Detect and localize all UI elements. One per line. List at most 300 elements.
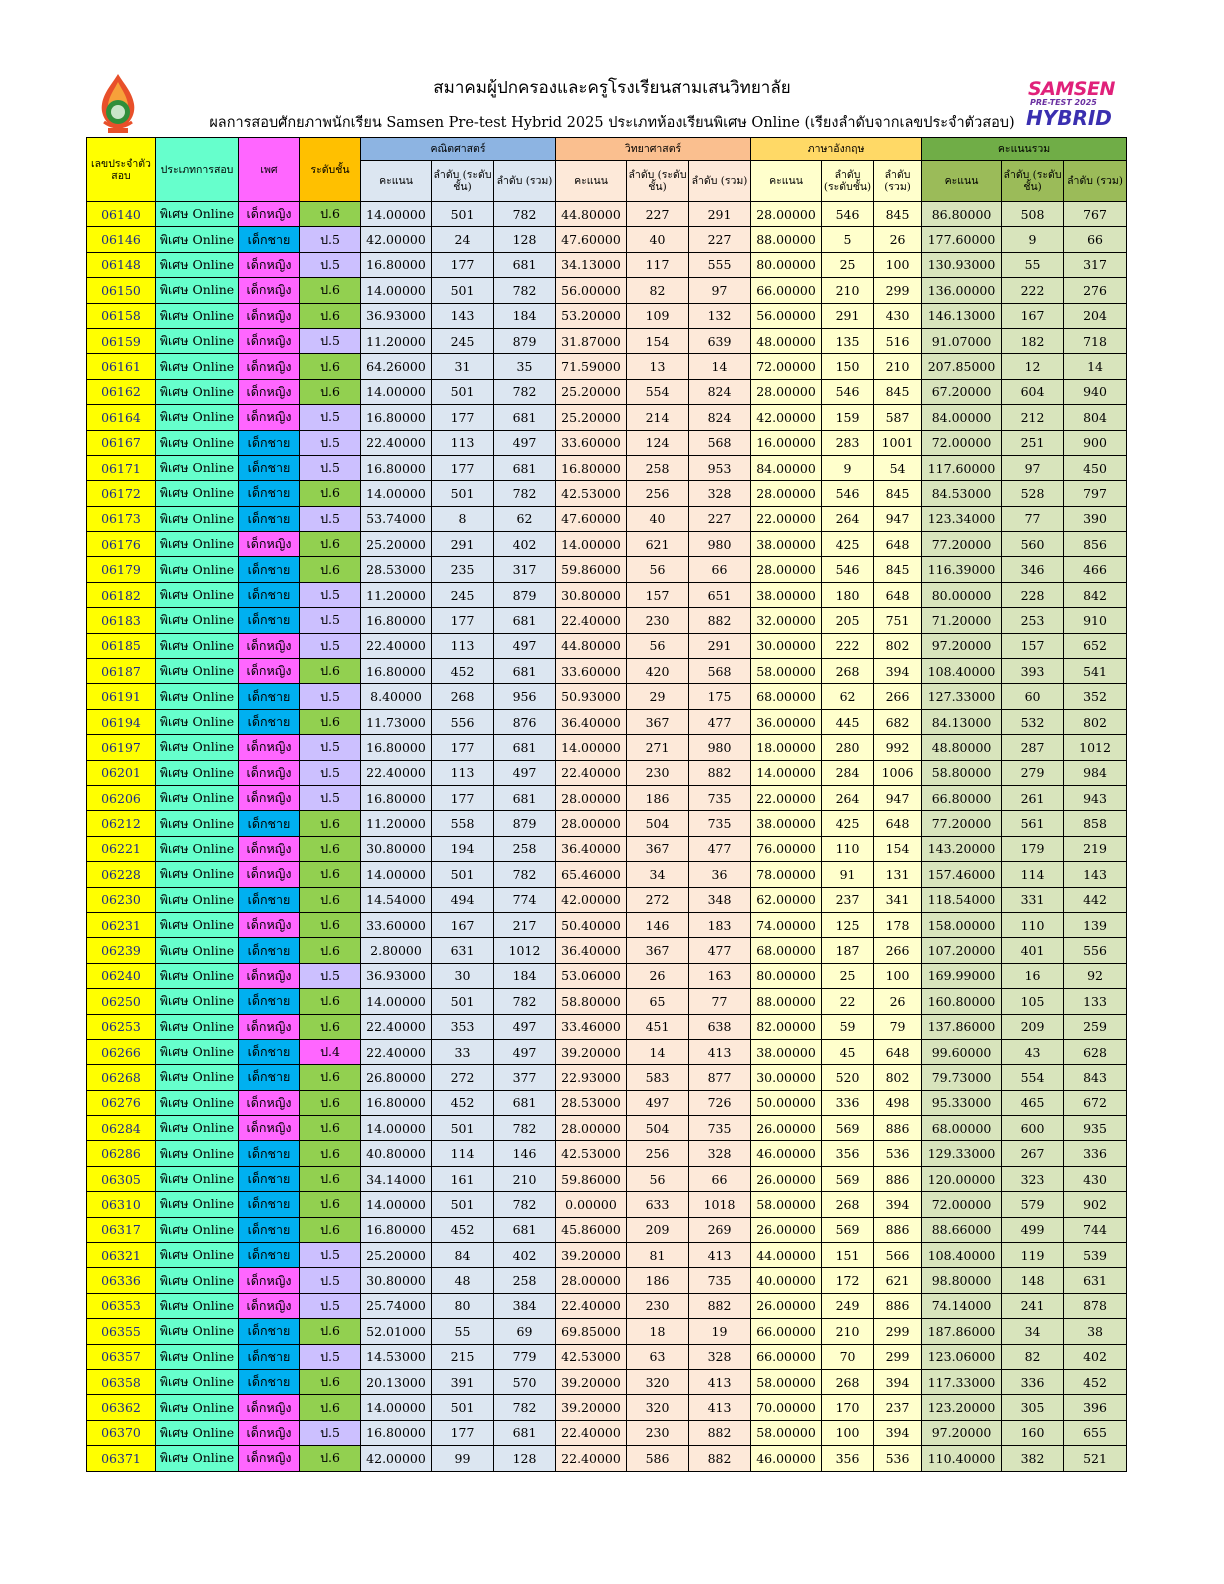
total-score: 129.33000 [922,1141,1002,1166]
science-rank-all: 328 [689,481,751,506]
student-id: 06197 [87,735,156,760]
english-rank-all: 341 [874,887,922,912]
english-rank-all: 299 [874,278,922,303]
english-score: 48.00000 [751,328,822,353]
math-score: 14.00000 [361,379,432,404]
math-rank-all: 681 [494,608,556,633]
total-rank-all: 984 [1064,760,1127,785]
english-rank-all: 394 [874,659,922,684]
english-rank-all: 648 [874,811,922,836]
english-score: 18.00000 [751,735,822,760]
science-rank-level: 230 [627,1420,689,1445]
exam-type: พิเศษ Online [156,1268,239,1293]
math-rank-level: 501 [432,202,494,227]
science-rank-level: 40 [627,227,689,252]
english-rank-all: 394 [874,1192,922,1217]
exam-type: พิเศษ Online [156,1014,239,1039]
english-rank-level: 546 [822,557,874,582]
math-rank-all: 217 [494,912,556,937]
total-score: 97.20000 [922,633,1002,658]
total-rank-all: 430 [1064,1166,1127,1191]
student-id: 06179 [87,557,156,582]
science-score: 28.00000 [556,785,627,810]
math-rank-level: 33 [432,1039,494,1064]
table-row [87,354,1127,379]
exam-type: พิเศษ Online [156,202,239,227]
col-header-english: ภาษาอังกฤษ [751,138,922,161]
english-rank-all: 886 [874,1293,922,1318]
total-rank-level: 253 [1002,608,1064,633]
student-id: 06172 [87,481,156,506]
gender: เด็กหญิง [239,1420,300,1445]
gender: เด็กชาย [239,1065,300,1090]
math-rank-all: 258 [494,1268,556,1293]
math-rank-level: 99 [432,1446,494,1471]
english-score: 88.00000 [751,227,822,252]
col-header-math: คณิตศาสตร์ [361,138,556,161]
math-score: 25.20000 [361,1243,432,1268]
science-rank-all: 735 [689,785,751,810]
science-score: 28.53000 [556,1090,627,1115]
results-table [86,137,1127,1472]
total-rank-level: 393 [1002,659,1064,684]
math-rank-all: 879 [494,328,556,353]
english-score: 68.00000 [751,684,822,709]
math-rank-all: 146 [494,1141,556,1166]
math-rank-level: 80 [432,1293,494,1318]
math-rank-all: 774 [494,887,556,912]
english-rank-level: 445 [822,709,874,734]
math-score: 25.74000 [361,1293,432,1318]
math-rank-level: 143 [432,303,494,328]
english-score: 66.00000 [751,1319,822,1344]
exam-type: พิเศษ Online [156,836,239,861]
gender: เด็กหญิง [239,659,300,684]
science-rank-all: 413 [689,1243,751,1268]
student-id: 06167 [87,430,156,455]
total-score: 169.99000 [922,963,1002,988]
science-score: 39.20000 [556,1243,627,1268]
math-rank-level: 245 [432,582,494,607]
gender: เด็กชาย [239,455,300,480]
total-rank-level: 465 [1002,1090,1064,1115]
science-rank-level: 367 [627,836,689,861]
english-rank-level: 356 [822,1141,874,1166]
english-rank-all: 587 [874,405,922,430]
total-rank-level: 579 [1002,1192,1064,1217]
exam-type: พิเศษ Online [156,1039,239,1064]
col-header-level: ระดับชั้น [300,138,361,202]
samsen-pretest-logo [1022,78,1115,132]
math-score: 14.53000 [361,1344,432,1369]
table-row [87,912,1127,937]
gender: เด็กหญิง [239,633,300,658]
total-score: 207.85000 [922,354,1002,379]
science-score: 56.00000 [556,278,627,303]
total-rank-level: 401 [1002,938,1064,963]
total-rank-level: 305 [1002,1395,1064,1420]
total-rank-all: 652 [1064,633,1127,658]
total-rank-all: 802 [1064,709,1127,734]
science-score: 58.80000 [556,989,627,1014]
math-rank-level: 501 [432,379,494,404]
exam-type: พิเศษ Online [156,455,239,480]
english-rank-all: 621 [874,1268,922,1293]
science-rank-all: 882 [689,608,751,633]
english-rank-level: 9 [822,455,874,480]
math-rank-all: 681 [494,252,556,277]
exam-type: พิเศษ Online [156,303,239,328]
math-rank-level: 391 [432,1369,494,1394]
math-score: 22.40000 [361,1039,432,1064]
table-row [87,684,1127,709]
table-row [87,1293,1127,1318]
math-rank-all: 681 [494,659,556,684]
science-score: 33.46000 [556,1014,627,1039]
english-rank-all: 79 [874,1014,922,1039]
total-rank-all: 655 [1064,1420,1127,1445]
science-rank-all: 19 [689,1319,751,1344]
science-score: 22.40000 [556,1446,627,1471]
gender: เด็กชาย [239,227,300,252]
science-rank-all: 477 [689,836,751,861]
english-score: 78.00000 [751,862,822,887]
math-rank-level: 177 [432,455,494,480]
science-score: 25.20000 [556,405,627,430]
english-rank-all: 886 [874,1116,922,1141]
english-rank-level: 25 [822,963,874,988]
total-rank-level: 323 [1002,1166,1064,1191]
science-rank-all: 163 [689,963,751,988]
gender: เด็กหญิง [239,379,300,404]
table-row [87,1243,1127,1268]
table-header [87,138,1127,202]
gender: เด็กหญิง [239,328,300,353]
science-rank-level: 320 [627,1369,689,1394]
science-rank-all: 348 [689,887,751,912]
math-rank-all: 782 [494,379,556,404]
english-rank-all: 394 [874,1369,922,1394]
science-rank-level: 117 [627,252,689,277]
science-rank-all: 980 [689,735,751,760]
english-rank-all: 648 [874,532,922,557]
gender: เด็กหญิง [239,912,300,937]
exam-type: พิเศษ Online [156,1065,239,1090]
student-id: 06353 [87,1293,156,1318]
english-score: 40.00000 [751,1268,822,1293]
science-rank-level: 230 [627,760,689,785]
exam-type: พิเศษ Online [156,481,239,506]
science-rank-all: 882 [689,1446,751,1471]
grade-level: ป.5 [300,1420,361,1445]
student-id: 06159 [87,328,156,353]
math-rank-level: 194 [432,836,494,861]
math-rank-all: 681 [494,735,556,760]
grade-level: ป.5 [300,735,361,760]
english-rank-all: 154 [874,836,922,861]
total-rank-level: 554 [1002,1065,1064,1090]
english-rank-all: 751 [874,608,922,633]
science-rank-level: 26 [627,963,689,988]
science-rank-all: 651 [689,582,751,607]
total-rank-level: 82 [1002,1344,1064,1369]
math-rank-level: 177 [432,608,494,633]
english-score: 22.00000 [751,506,822,531]
total-rank-all: 139 [1064,912,1127,937]
exam-type: พิเศษ Online [156,1217,239,1242]
grade-level: ป.6 [300,557,361,582]
science-rank-level: 18 [627,1319,689,1344]
science-rank-all-header: ลำดับ (รวม) [689,161,751,202]
total-rank-all: 204 [1064,303,1127,328]
gender: เด็กหญิง [239,354,300,379]
math-rank-all: 782 [494,202,556,227]
gender: เด็กชาย [239,608,300,633]
science-rank-level: 56 [627,1166,689,1191]
total-rank-level: 508 [1002,202,1064,227]
exam-type: พิเศษ Online [156,1192,239,1217]
science-rank-all: 413 [689,1369,751,1394]
grade-level: ป.6 [300,1116,361,1141]
math-rank-level: 272 [432,1065,494,1090]
science-score: 25.20000 [556,379,627,404]
col-header-id: เลขประจำตัวสอบ [87,138,156,202]
grade-level: ป.6 [300,709,361,734]
total-score: 71.20000 [922,608,1002,633]
gender: เด็กชาย [239,989,300,1014]
science-score: 53.20000 [556,303,627,328]
english-score: 82.00000 [751,1014,822,1039]
english-rank-all: 886 [874,1166,922,1191]
science-rank-level: 633 [627,1192,689,1217]
exam-type: พิเศษ Online [156,608,239,633]
science-rank-level: 124 [627,430,689,455]
math-rank-all: 782 [494,862,556,887]
english-score: 44.00000 [751,1243,822,1268]
org-title: สมาคมผู้ปกครองและครูโรงเรียนสามเสนวิทยาลัย [433,78,791,98]
grade-level: ป.5 [300,1293,361,1318]
math-rank-all: 69 [494,1319,556,1344]
total-rank-level: 105 [1002,989,1064,1014]
english-score: 72.00000 [751,354,822,379]
student-id: 06268 [87,1065,156,1090]
math-score: 14.00000 [361,1116,432,1141]
table-row [87,278,1127,303]
science-rank-level: 14 [627,1039,689,1064]
english-rank-level: 520 [822,1065,874,1090]
english-rank-level: 356 [822,1446,874,1471]
total-rank-level: 267 [1002,1141,1064,1166]
student-id: 06221 [87,836,156,861]
student-id: 06194 [87,709,156,734]
total-score: 77.20000 [922,532,1002,557]
gender: เด็กหญิง [239,1116,300,1141]
table-row [87,735,1127,760]
total-score: 127.33000 [922,684,1002,709]
english-rank-all: 682 [874,709,922,734]
gender: เด็กชาย [239,557,300,582]
table-row [87,862,1127,887]
gender: เด็กชาย [239,1319,300,1344]
math-rank-level: 452 [432,1217,494,1242]
total-rank-all: 521 [1064,1446,1127,1471]
gender: เด็กหญิง [239,278,300,303]
student-id: 06206 [87,785,156,810]
math-score: 26.80000 [361,1065,432,1090]
science-rank-all: 66 [689,1166,751,1191]
math-rank-level: 501 [432,1116,494,1141]
total-score: 80.00000 [922,582,1002,607]
math-score: 16.80000 [361,735,432,760]
total-rank-all: 259 [1064,1014,1127,1039]
gender: เด็กหญิง [239,1014,300,1039]
total-rank-all: 718 [1064,328,1127,353]
total-rank-level: 167 [1002,303,1064,328]
gender: เด็กชาย [239,582,300,607]
grade-level: ป.5 [300,608,361,633]
science-rank-level: 82 [627,278,689,303]
science-rank-all: 413 [689,1395,751,1420]
table-row [87,1446,1127,1471]
gender: เด็กชาย [239,684,300,709]
english-rank-level: 249 [822,1293,874,1318]
grade-level: ป.6 [300,1446,361,1471]
science-rank-level: 586 [627,1446,689,1471]
math-rank-all: 1012 [494,938,556,963]
english-score: 46.00000 [751,1446,822,1471]
math-rank-all: 497 [494,1039,556,1064]
exam-type: พิเศษ Online [156,1395,239,1420]
total-rank-level: 97 [1002,455,1064,480]
total-score: 86.80000 [922,202,1002,227]
science-rank-all: 14 [689,354,751,379]
math-rank-level: 268 [432,684,494,709]
school-emblem-logo [94,72,142,136]
english-rank-level: 336 [822,1090,874,1115]
english-score: 42.00000 [751,405,822,430]
total-rank-level: 77 [1002,506,1064,531]
science-rank-all: 36 [689,862,751,887]
english-rank-all: 100 [874,252,922,277]
table-row [87,1344,1127,1369]
english-rank-level: 170 [822,1395,874,1420]
math-score: 30.80000 [361,836,432,861]
student-id: 06239 [87,938,156,963]
total-rank-all: 390 [1064,506,1127,531]
math-rank-all: 128 [494,227,556,252]
science-rank-level: 81 [627,1243,689,1268]
science-rank-all: 477 [689,709,751,734]
exam-type: พิเศษ Online [156,1293,239,1318]
grade-level: ป.5 [300,582,361,607]
total-rank-level: 228 [1002,582,1064,607]
table-body [87,202,1127,1472]
english-rank-all: 845 [874,557,922,582]
math-score: 22.40000 [361,1014,432,1039]
total-rank-level: 43 [1002,1039,1064,1064]
english-score: 28.00000 [751,379,822,404]
gender: เด็กชาย [239,938,300,963]
science-score: 14.00000 [556,735,627,760]
science-score: 42.53000 [556,481,627,506]
science-score: 53.06000 [556,963,627,988]
english-rank-all: 299 [874,1319,922,1344]
total-rank-all: 631 [1064,1268,1127,1293]
math-rank-level: 161 [432,1166,494,1191]
math-rank-all: 782 [494,1192,556,1217]
math-rank-all: 879 [494,582,556,607]
math-rank-level: 556 [432,709,494,734]
exam-type: พิเศษ Online [156,1116,239,1141]
math-score: 16.80000 [361,785,432,810]
total-score: 187.86000 [922,1319,1002,1344]
total-rank-level: 179 [1002,836,1064,861]
english-score: 88.00000 [751,989,822,1014]
gender: เด็กชาย [239,1166,300,1191]
gender: เด็กหญิง [239,735,300,760]
science-score: 36.40000 [556,938,627,963]
total-score: 68.00000 [922,1116,1002,1141]
english-rank-level: 268 [822,1192,874,1217]
table-row [87,1268,1127,1293]
col-header-type: ประเภทการสอบ [156,138,239,202]
total-rank-all: 317 [1064,252,1127,277]
exam-type: พิเศษ Online [156,709,239,734]
grade-level: ป.6 [300,1217,361,1242]
math-rank-all: 779 [494,1344,556,1369]
math-score: 16.80000 [361,405,432,430]
total-score: 98.80000 [922,1268,1002,1293]
student-id: 06250 [87,989,156,1014]
gender: เด็กชาย [239,811,300,836]
science-rank-level: 209 [627,1217,689,1242]
math-score: 52.01000 [361,1319,432,1344]
science-score-header: คะแนน [556,161,627,202]
math-rank-all: 258 [494,836,556,861]
report-header [0,0,1224,136]
english-score: 46.00000 [751,1141,822,1166]
col-header-science: วิทยาศาสตร์ [556,138,751,161]
total-score-header: คะแนน [922,161,1002,202]
student-id: 06150 [87,278,156,303]
exam-type: พิเศษ Online [156,405,239,430]
science-score: 50.93000 [556,684,627,709]
math-rank-level: 452 [432,1090,494,1115]
science-rank-level: 621 [627,532,689,557]
science-rank-level: 56 [627,633,689,658]
gender: เด็กชาย [239,481,300,506]
science-rank-level: 29 [627,684,689,709]
english-rank-level: 284 [822,760,874,785]
math-rank-level: 113 [432,430,494,455]
math-score: 11.73000 [361,709,432,734]
english-rank-all: 1001 [874,430,922,455]
student-id: 06266 [87,1039,156,1064]
english-rank-all: 498 [874,1090,922,1115]
english-score: 28.00000 [751,481,822,506]
science-rank-all: 882 [689,1420,751,1445]
total-score: 99.60000 [922,1039,1002,1064]
total-rank-level: 34 [1002,1319,1064,1344]
english-rank-level: 283 [822,430,874,455]
english-rank-all: 648 [874,582,922,607]
table-row [87,1319,1127,1344]
total-score: 117.60000 [922,455,1002,480]
math-rank-level: 501 [432,1192,494,1217]
table-row [87,1014,1127,1039]
table-row [87,1141,1127,1166]
math-rank-all: 681 [494,1090,556,1115]
